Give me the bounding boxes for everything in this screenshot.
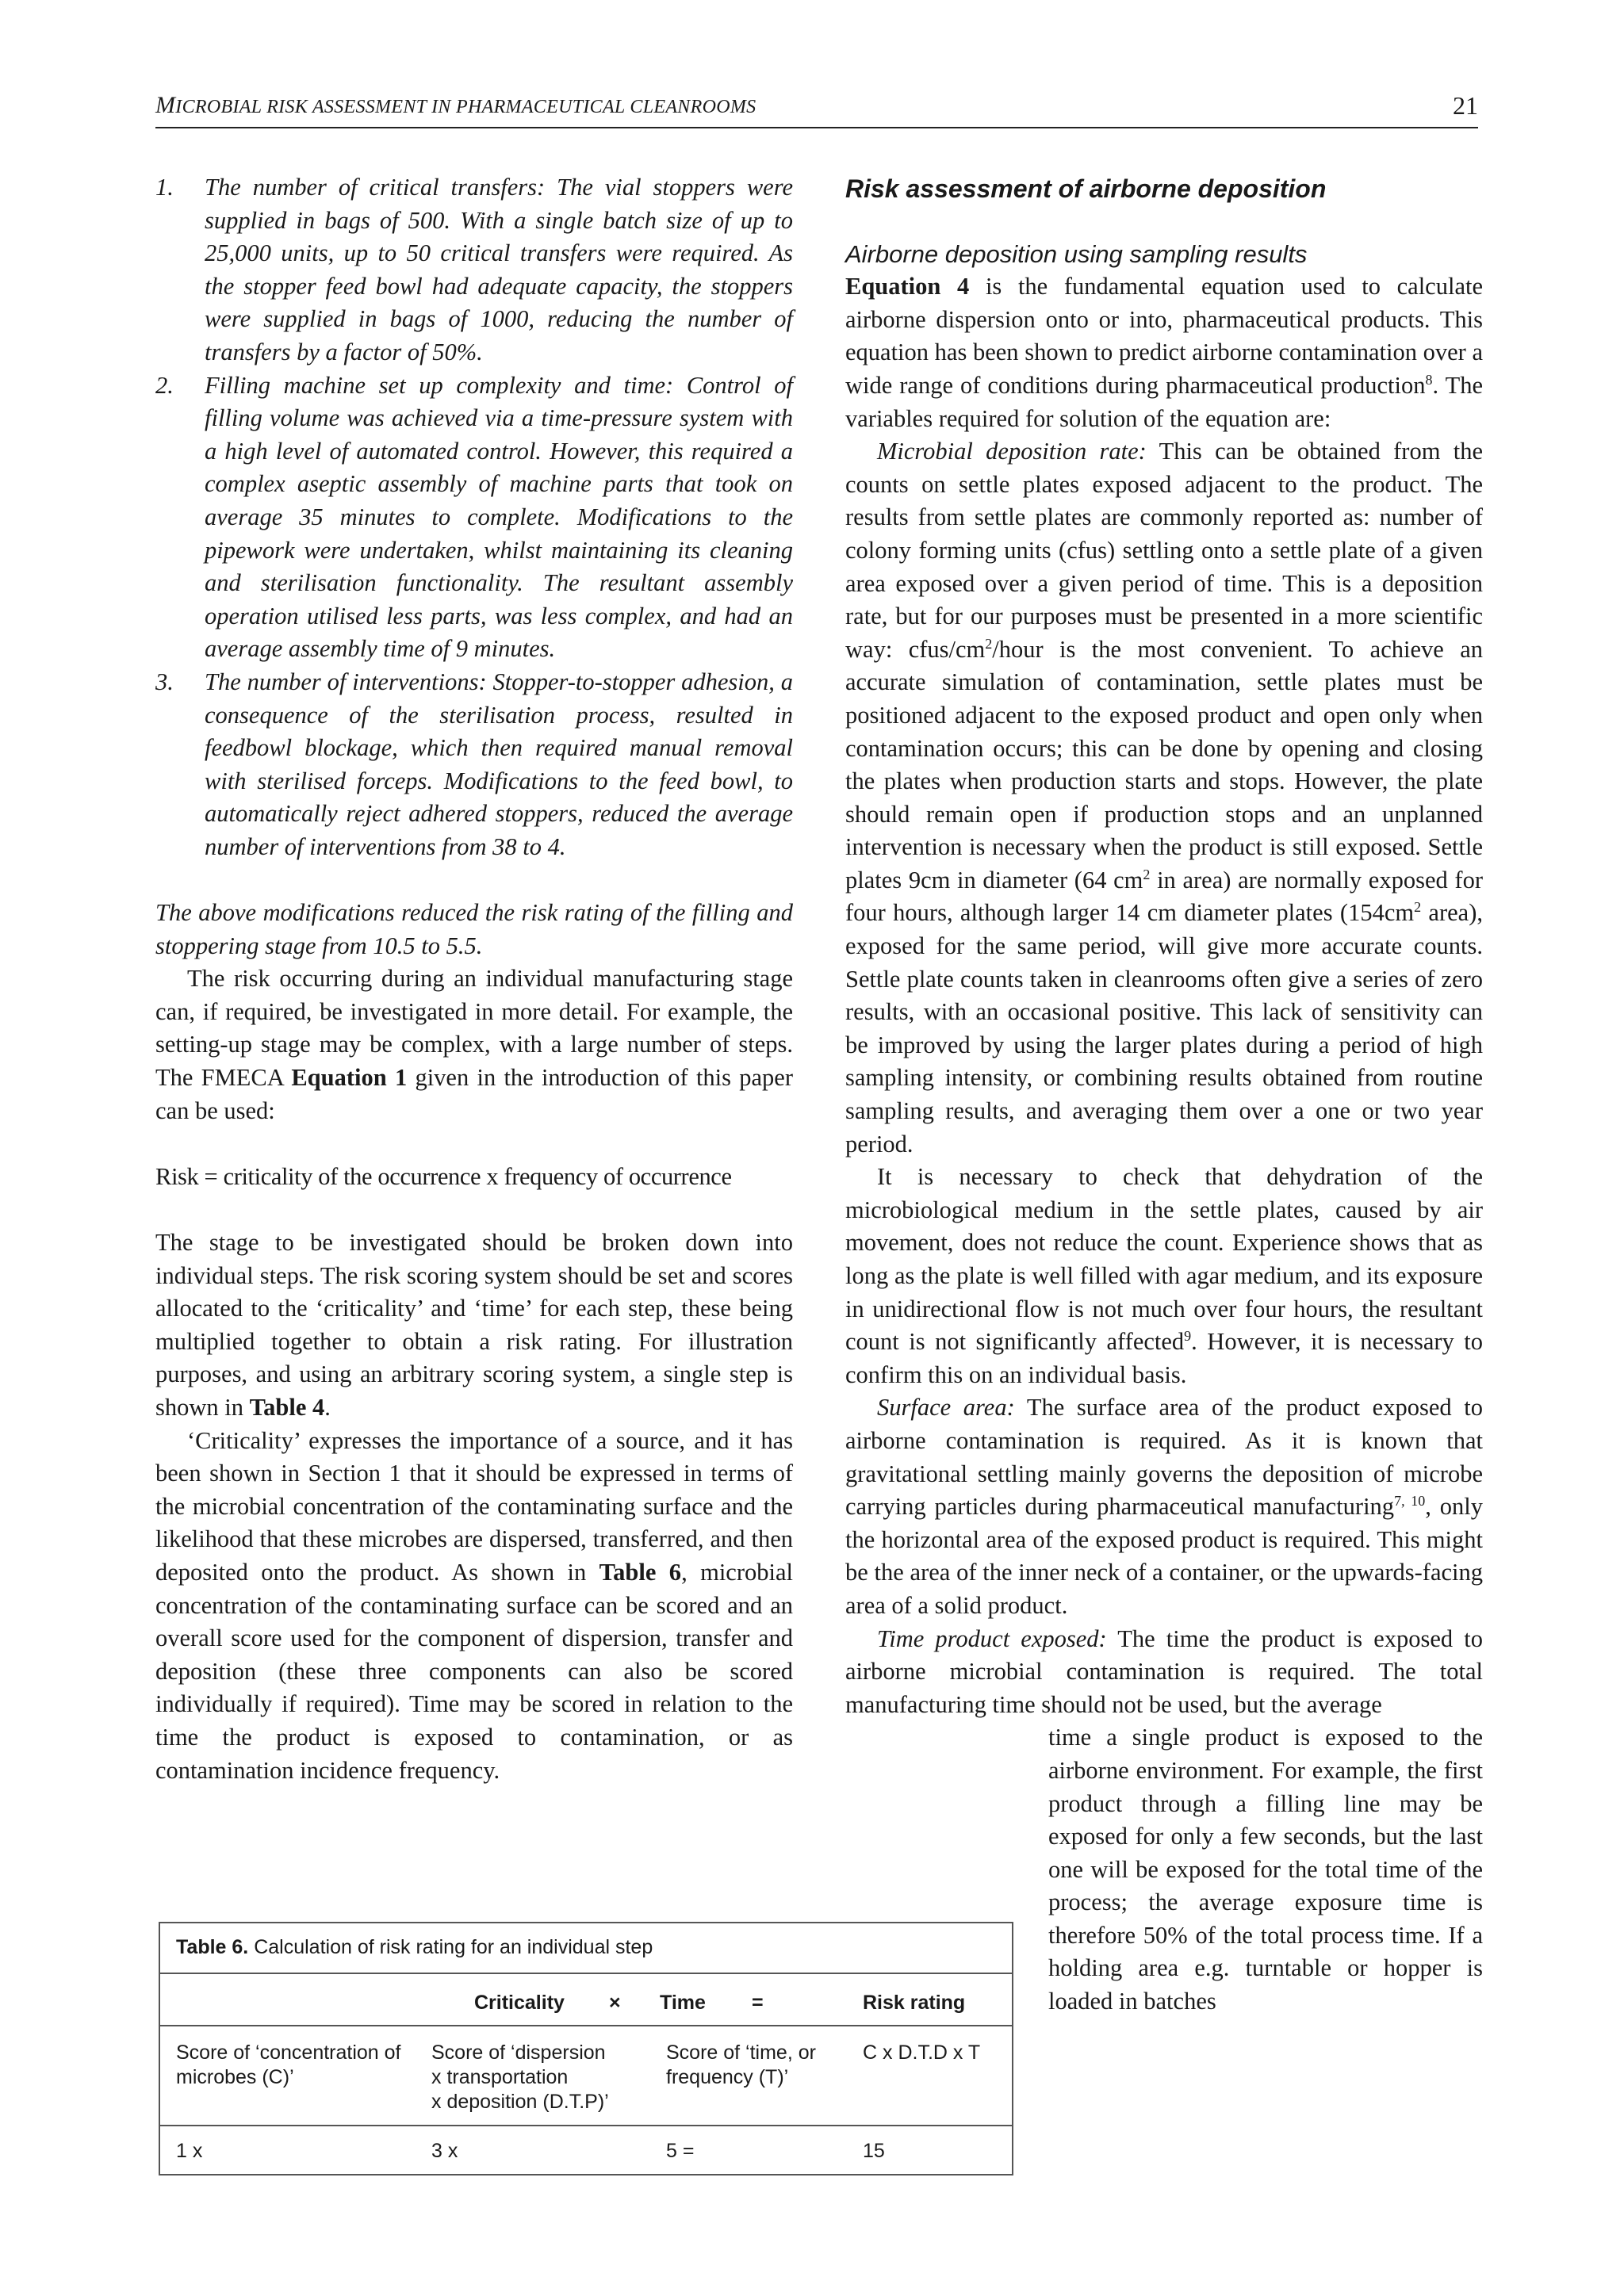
page-number: 21 [1453, 91, 1478, 120]
list-item: 2. Filling machine set up complexity and time: Control of filling volume was achieved via a time-pressure system with a high level of automated control. However, this required a complex aseptic assembly of machine parts that took on average 35 minutes to complete. Modifications to the pipework were undertaken, whilst maintaining its cleaning and sterilisation functionality. The resultant assembly operation utilised less parts, was less complex, and had an average assembly time of 9 minutes. [155, 371, 793, 663]
equation-reference: Equation 4 [845, 273, 970, 300]
left-column [155, 171, 793, 1787]
section-heading: Risk assessment of airborne deposition [845, 174, 1327, 203]
list-item: 3. The number of interventions: Stopper-to-stopper adhesion, a consequence of the sterilisation process, resulted in feedbowl blockage, which then required manual removal with sterilised forceps. Modifications to the feed bowl, to automatically reject adhered stoppers, reduced the average number of interventions from 38 to 4. [155, 668, 793, 860]
running-head: MICROBIAL RISK ASSESSMENT IN PHARMACEUTICAL CLEANROOMS [155, 92, 756, 118]
cell-desc-time: Score of ‘time, or frequency (T)’ [666, 2042, 816, 2088]
body-paragraph: The risk occurring during an individual manufacturing stage can, if required, be investigated in more detail. For example, the setting-up stage may be complex, with a large number of steps. The FMECA Equation 1 given in the introduction of this paper can be used: [155, 965, 793, 1124]
body-paragraph: Equation 4 is the fundamental equation used to calculate airborne dispersion onto or into, pharmaceutical products. This equation has been shown to predict airborne contamination over a wide range of conditions during pharmaceutical production$^8$. The variables required for solution of the equation are: [845, 273, 1483, 432]
table-rule [160, 2125, 1012, 2126]
header-time: Time [660, 1992, 706, 2014]
table-rule [160, 1973, 1012, 1974]
body-paragraph: Surface area: The surface area of the product exposed to airborne contamination is required. As it is known that gravitational settling mainly governs the deposition of microbe carrying particles during pharmaceutical manufacturing$^{7, 10}$, only the horizontal area of the exposed product is required. This might be the area of the inner neck of a container, or the upwards-facing area of a solid product. [845, 1394, 1483, 1619]
header-criticality: Criticality [474, 1992, 565, 2014]
risk-formula: Risk = criticality of the occurrence x frequency of occurrence [155, 1162, 732, 1190]
cell-value-risk: 15 [863, 2140, 885, 2162]
table-reference: Table 4 [249, 1393, 325, 1421]
summary-paragraph: The above modifications reduced the risk rating of the filling and stoppering stage from 10.5 to 5.5. [155, 899, 793, 959]
cell-desc-concentration: Score of ‘concentration of microbes (C)’ [176, 2042, 401, 2088]
cell-value-dtp: 3 x [431, 2140, 458, 2162]
cell-value-t: 5 = [666, 2140, 695, 2162]
table-caption: Table 6. Calculation of risk rating for an individual step [176, 1936, 653, 1958]
body-paragraph-wrapped: time a single product is exposed to the airborne environment. For example, the first product through a filling line may be exposed for only a few seconds, but the last one will be exposed for the total time of the process; the average exposure time is therefore 50% of the total process time. If a holding area e.g. turntable or hopper is loaded in batches [1048, 1724, 1483, 2015]
cell-desc-formula: C x D.T.D x T [863, 2042, 981, 2064]
body-paragraph: The stage to be investigated should be broken down into individual steps. The risk scoring system should be set and scores allocated to the ‘criticality’ and ‘time’ for each step, these being multiplied together to obtain a risk rating. For illustration purposes, and using an arbitrary scoring system, a single step is shown in Table 4. [155, 1229, 793, 1421]
header-risk-rating: Risk rating [863, 1992, 966, 2014]
body-paragraph: It is necessary to check that dehydration of the microbiological medium in the settle plates, caused by air movement, does not reduce the count. Experience shows that as long as the plate is well filled with agar medium, and its exposure in unidirectional flow is not much over four hours, the resultant count is not significantly affected$^9$. However, it is necessary to confirm this on an individual basis. [845, 1163, 1484, 1388]
section-subheading: Airborne deposition using sampling results [845, 239, 1308, 268]
header-equals: = [752, 1992, 764, 2014]
table-rule [160, 2025, 1012, 2026]
cell-desc-dispersion-3: x deposition (D.T.P)’ [431, 2091, 609, 2113]
page-header [155, 86, 1478, 128]
cell-desc-dispersion-1: Score of ‘dispersion [431, 2042, 606, 2064]
cell-value-c: 1 x [176, 2140, 203, 2162]
body-paragraph: Microbial deposition rate: This can be obtained from the counts on settle plates exposed adjacent to the product. The results from settle plates are commonly reported as: number of colony forming units (cfus) settling onto a settle plate of a given area exposed over a given period of time. This is a deposition rate, but for our purposes must be presented in a more scientific way: cfus/$cm^2$/hour is the most convenient. To achieve an accurate simulation of contamination, settle plates must be positioned adjacent to the exposed product and open only when contamination occurs; this can be done by opening and closing the plates when production starts and stops. However, the plate should remain open if production stops and an unplanned intervention is necessary when the product is still exposed. Settle plates 9cm in diameter (64 $cm^2$ in area) are normally exposed for four hours, although larger 14 cm diameter plates ($154cm^2$ area), exposed for the same period, will give more accurate counts. Settle plate counts taken in cleanrooms often give a series of zero results, with an occasional positive. This lack of sensitivity can be improved by using the larger plates during a period of high sampling intensity, or combining results obtained from routine sampling results, and averaging them over a one or two year period. [845, 438, 1483, 1158]
header-times: × [609, 1992, 621, 2014]
equation-reference: Equation 1 [291, 1064, 408, 1092]
list-item: 1. The number of critical transfers: The vial stoppers were supplied in bags of 500. With a single batch size of up to 25,000 units, up to 50 critical transfers were required. As the stopper feed bowl had adequate capacity, the stoppers were supplied in bags of 1000, reducing the number of transfers by a factor of 50%. [155, 174, 793, 365]
body-paragraph: ‘Criticality’ expresses the importance of a source, and it has been shown in Section 1 that it should be expressed in terms of the microbial concentration of the contaminating surface and the likelihood that these microbes are dispersed, transferred, and then deposited onto the product. As shown in Table 6, microbial concentration of the contaminating surface can be scored and an overall score used for the component of dispersion, transfer and deposition (these three components can also be scored individually if required). Time may be scored in relation to the time the product is exposed to contamination, or as contamination incidence frequency. [155, 1426, 793, 1784]
modification-list [155, 171, 793, 863]
table-reference: Table 6 [599, 1558, 682, 1586]
risk-rating-table [159, 1922, 1013, 2175]
cell-desc-dispersion-2: x transportation [431, 2066, 569, 2088]
right-column [845, 171, 1483, 2019]
body-paragraph: Time product exposed: The time the product is exposed to airborne microbial contamination is required. The total manufacturing time should not be used, but the average [845, 1624, 1483, 1718]
